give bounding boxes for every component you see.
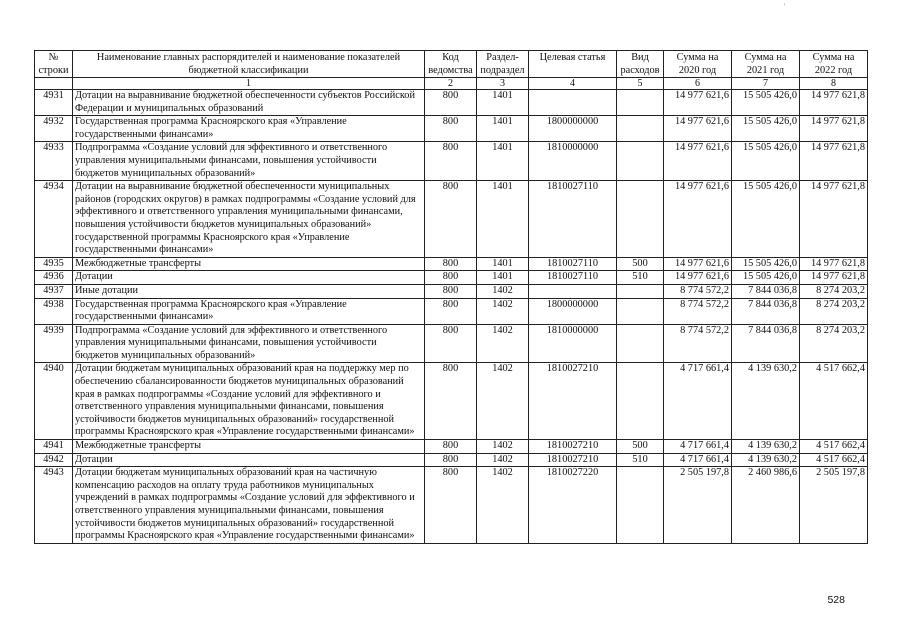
sum-2022: 4 517 662,4 [800,440,868,454]
column-number: 1 [73,78,425,90]
column-number [35,78,73,90]
row-name: Государственная программа Красноярского края «Управление государственными финансами» [73,116,425,142]
row-number: 4935 [35,257,73,271]
column-number: 4 [529,78,617,90]
expense-type [617,116,664,142]
scan-mark: ' [783,2,785,11]
target-article: 1810027220 [529,467,617,544]
row-name: Иные дотации [73,284,425,298]
header-sum-2022: Сумма на 2022 год [800,51,868,78]
sum-2021: 4 139 630,2 [732,440,800,454]
sum-2022: 14 977 621,8 [800,181,868,258]
row-number: 4940 [35,363,73,440]
target-article: 1810027210 [529,453,617,467]
expense-type [617,467,664,544]
department-code: 800 [425,271,477,285]
sum-2020: 4 717 661,4 [664,453,732,467]
header-sum-2020: Сумма на 2020 год [664,51,732,78]
target-article [529,284,617,298]
column-number: 6 [664,78,732,90]
sum-2022: 14 977 621,8 [800,271,868,285]
row-number: 4933 [35,142,73,181]
sum-2020: 8 774 572,2 [664,298,732,324]
table-row [35,298,868,324]
sum-2020: 14 977 621,6 [664,116,732,142]
column-number-row [35,78,868,90]
column-number: 5 [617,78,664,90]
expense-type: 500 [617,257,664,271]
expense-type [617,363,664,440]
sum-2021: 15 505 426,0 [732,90,800,116]
section-code: 1401 [477,142,529,181]
budget-table [34,50,868,544]
row-name: Подпрограмма «Создание условий для эффективного и ответственного управления муниципальными финансами, повышения устойчивости бюджетов муниципальных образований» [73,142,425,181]
department-code: 800 [425,116,477,142]
row-number: 4937 [35,284,73,298]
row-name: Дотации на выравнивание бюджетной обеспеченности субъектов Российской Федерации и муниципальных образований [73,90,425,116]
row-number: 4942 [35,453,73,467]
sum-2022: 8 274 203,2 [800,284,868,298]
table-row [35,284,868,298]
sum-2021: 15 505 426,0 [732,257,800,271]
target-article [529,90,617,116]
target-article: 1800000000 [529,116,617,142]
section-code: 1402 [477,298,529,324]
sum-2022: 2 505 197,8 [800,467,868,544]
section-code: 1402 [477,453,529,467]
section-code: 1402 [477,284,529,298]
header-name: Наименование главных распорядителей и наименование показателей бюджетной классификации [73,51,425,78]
sum-2021: 2 460 986,6 [732,467,800,544]
sum-2021: 15 505 426,0 [732,271,800,285]
table-row [35,324,868,363]
sum-2020: 14 977 621,6 [664,271,732,285]
department-code: 800 [425,467,477,544]
sum-2022: 8 274 203,2 [800,298,868,324]
sum-2021: 15 505 426,0 [732,142,800,181]
department-code: 800 [425,284,477,298]
expense-type: 510 [617,453,664,467]
table-row [35,116,868,142]
department-code: 800 [425,257,477,271]
target-article: 1810027210 [529,440,617,454]
target-article: 1810027210 [529,363,617,440]
expense-type [617,181,664,258]
sum-2022: 14 977 621,8 [800,90,868,116]
row-name: Дотации на выравнивание бюджетной обеспеченности муниципальных районов (городских округов) в рамках подпрограммы «Создание условий для эффективного и ответственного управления муниципальными финансами, повышения устойчивости бюджетов муниципальных образований» государственной программы Красноярского края «Управление государственными финансами» [73,181,425,258]
sum-2022: 14 977 621,8 [800,257,868,271]
header-row-number: № строки [35,51,73,78]
target-article: 1810027110 [529,271,617,285]
target-article: 1810027110 [529,181,617,258]
sum-2020: 14 977 621,6 [664,90,732,116]
column-number: 8 [800,78,868,90]
section-code: 1402 [477,363,529,440]
table-row [35,271,868,285]
sum-2021: 7 844 036,8 [732,298,800,324]
department-code: 800 [425,181,477,258]
section-code: 1402 [477,440,529,454]
row-number: 4931 [35,90,73,116]
sum-2022: 4 517 662,4 [800,363,868,440]
row-name: Государственная программа Красноярского края «Управление государственными финансами» [73,298,425,324]
expense-type: 500 [617,440,664,454]
table-row [35,257,868,271]
department-code: 800 [425,363,477,440]
department-code: 800 [425,453,477,467]
header-row [35,51,868,78]
table-row [35,142,868,181]
column-number: 2 [425,78,477,90]
row-number: 4941 [35,440,73,454]
row-number: 4936 [35,271,73,285]
sum-2020: 14 977 621,6 [664,181,732,258]
row-number: 4938 [35,298,73,324]
sum-2020: 14 977 621,6 [664,142,732,181]
column-number: 3 [477,78,529,90]
sum-2020: 14 977 621,6 [664,257,732,271]
sum-2020: 8 774 572,2 [664,284,732,298]
table-row [35,90,868,116]
expense-type [617,284,664,298]
section-code: 1401 [477,181,529,258]
department-code: 800 [425,142,477,181]
row-name: Дотации бюджетам муниципальных образований края на поддержку мер по обеспечению сбалансированности бюджетов муниципальных образований края в рамках подпрограммы «Создание условий для эффективного и ответственного управления муниципальными финансами, повышения устойчивости бюджетов муниципальных образований» государственной программы Красноярского края «Управление государственными финансами» [73,363,425,440]
section-code: 1401 [477,90,529,116]
table-row [35,363,868,440]
sum-2020: 4 717 661,4 [664,363,732,440]
page-number: 528 [827,594,845,606]
sum-2022: 4 517 662,4 [800,453,868,467]
sum-2021: 7 844 036,8 [732,324,800,363]
section-code: 1401 [477,257,529,271]
row-number: 4934 [35,181,73,258]
row-name: Дотации [73,271,425,285]
table-row [35,440,868,454]
target-article: 1800000000 [529,298,617,324]
sum-2021: 7 844 036,8 [732,284,800,298]
row-name: Межбюджетные трансферты [73,440,425,454]
table-row [35,467,868,544]
target-article: 1810000000 [529,324,617,363]
sum-2020: 8 774 572,2 [664,324,732,363]
table-row [35,453,868,467]
row-name: Дотации бюджетам муниципальных образований края на частичную компенсацию расходов на оплату труда работников муниципальных учреждений в рамках подпрограммы «Создание условий для эффективного и ответственного управления муниципальными финансами, повышения устойчивости бюджетов муниципальных образований» государственной программы Красноярского края «Управление государственными финансами» [73,467,425,544]
sum-2021: 4 139 630,2 [732,453,800,467]
department-code: 800 [425,90,477,116]
row-name: Дотации [73,453,425,467]
sum-2022: 14 977 621,8 [800,116,868,142]
sum-2021: 15 505 426,0 [732,116,800,142]
header-department-code: Код ведомства [425,51,477,78]
row-name: Межбюджетные трансферты [73,257,425,271]
row-number: 4939 [35,324,73,363]
header-sum-2021: Сумма на 2021 год [732,51,800,78]
expense-type: 510 [617,271,664,285]
column-number: 7 [732,78,800,90]
row-name: Подпрограмма «Создание условий для эффективного и ответственного управления муниципальными финансами, повышения устойчивости бюджетов муниципальных образований» [73,324,425,363]
expense-type [617,142,664,181]
header-section: Раздел-подраздел [477,51,529,78]
target-article: 1810027110 [529,257,617,271]
section-code: 1401 [477,116,529,142]
target-article: 1810000000 [529,142,617,181]
department-code: 800 [425,298,477,324]
sum-2021: 15 505 426,0 [732,181,800,258]
sum-2020: 2 505 197,8 [664,467,732,544]
expense-type [617,298,664,324]
table-row [35,181,868,258]
department-code: 800 [425,324,477,363]
department-code: 800 [425,440,477,454]
sum-2020: 4 717 661,4 [664,440,732,454]
row-number: 4943 [35,467,73,544]
header-target-article: Целевая статья [529,51,617,78]
header-expense-type: Вид расходов [617,51,664,78]
section-code: 1402 [477,324,529,363]
expense-type [617,90,664,116]
expense-type [617,324,664,363]
sum-2022: 8 274 203,2 [800,324,868,363]
sum-2022: 14 977 621,8 [800,142,868,181]
section-code: 1401 [477,271,529,285]
sum-2021: 4 139 630,2 [732,363,800,440]
row-number: 4932 [35,116,73,142]
section-code: 1402 [477,467,529,544]
